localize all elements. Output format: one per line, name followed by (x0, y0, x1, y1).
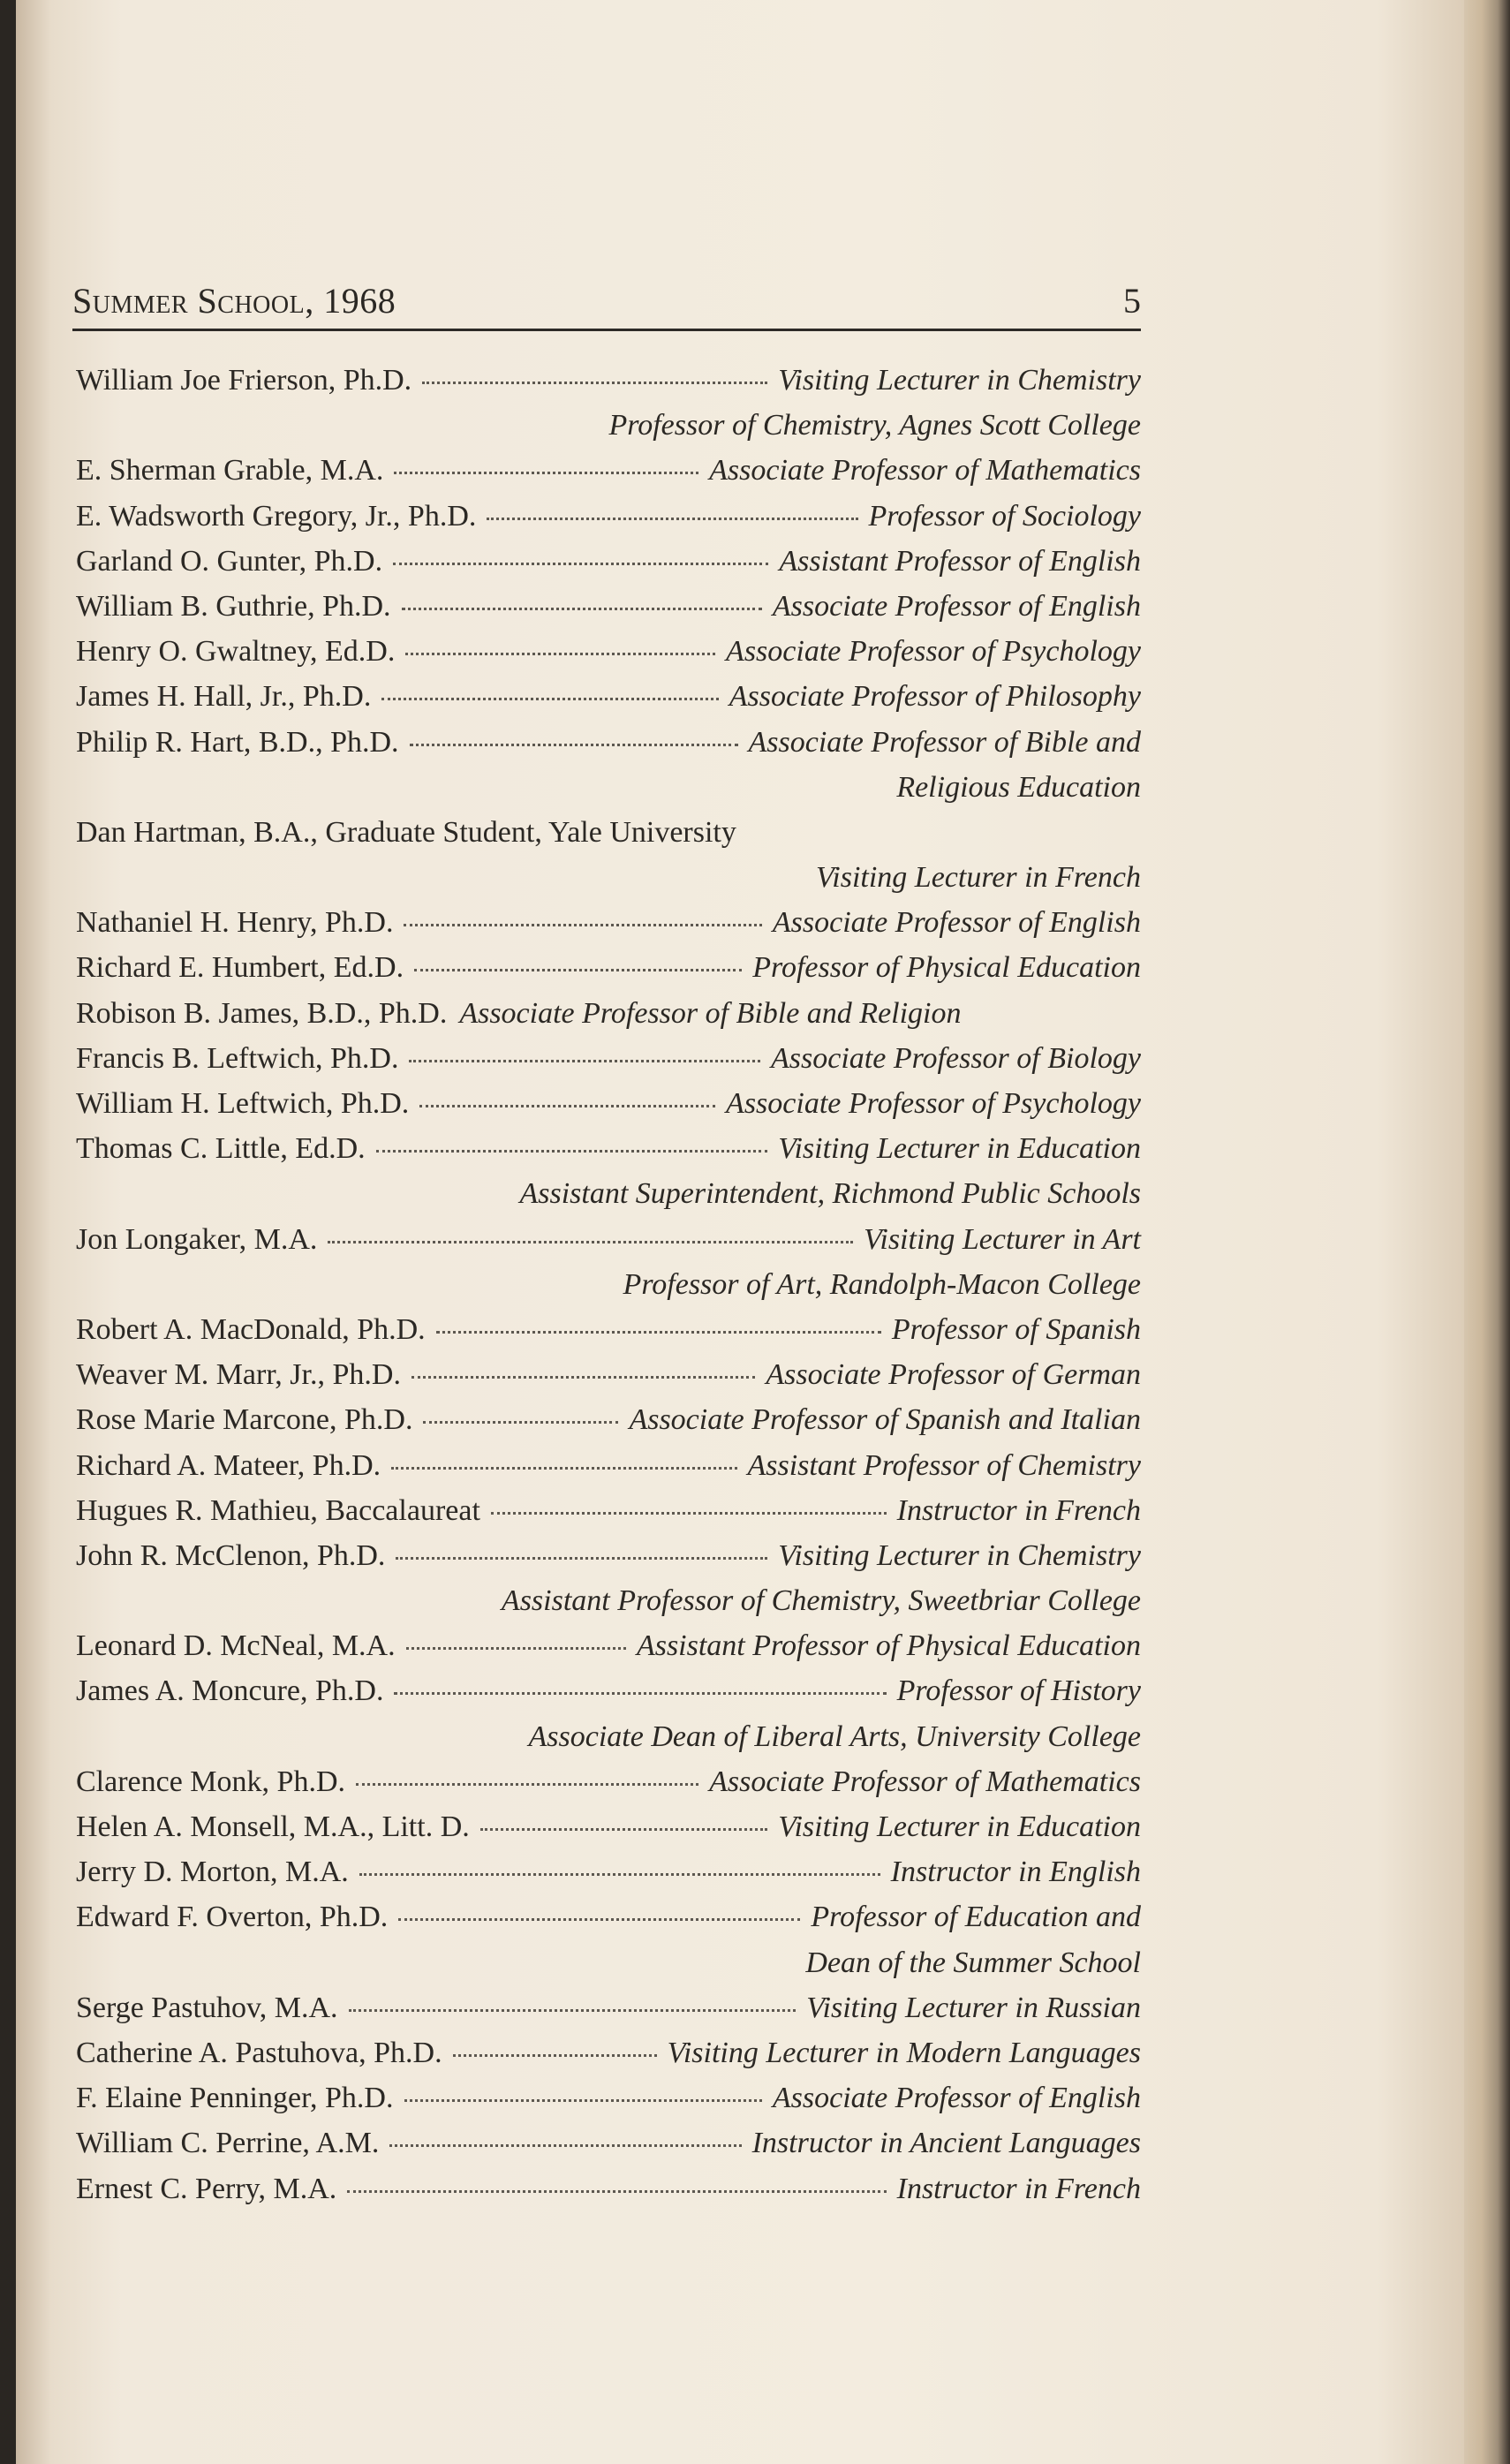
faculty-entry (76, 816, 1141, 906)
faculty-entry (76, 1358, 1141, 1403)
faculty-title: Visiting Lecturer in Education (778, 1810, 1141, 1843)
faculty-entry (76, 1132, 1141, 1222)
faculty-title: Instructor in Ancient Languages (751, 2127, 1141, 2160)
faculty-name: Robert A. MacDonald, Ph.D. (76, 1312, 426, 1346)
faculty-entry (76, 454, 1141, 499)
faculty-title: Instructor in French (896, 2172, 1141, 2205)
faculty-title: Visiting Lecturer in Chemistry (778, 1538, 1141, 1572)
running-title: Summer School, 1968 (72, 281, 396, 321)
faculty-entry (76, 997, 1141, 1042)
dot-leader (453, 2054, 657, 2057)
faculty-name: Francis B. Leftwich, Ph.D. (76, 1041, 399, 1075)
faculty-entry (76, 906, 1141, 951)
faculty-entry (76, 1494, 1141, 1539)
dot-leader (423, 1421, 618, 1424)
faculty-entry (76, 1403, 1141, 1448)
faculty-name: John R. McClenon, Ph.D. (76, 1538, 386, 1572)
faculty-affiliation: Assistant Professor of Chemistry, Sweetbriar College (501, 1584, 1141, 1618)
faculty-title: Associate Professor of English (772, 589, 1141, 623)
faculty-entry (76, 2173, 1141, 2218)
dot-leader (402, 608, 762, 610)
faculty-title: Professor of Physical Education (752, 951, 1141, 985)
faculty-affiliation: Dean of the Summer School (805, 1946, 1141, 1979)
dot-leader (491, 1512, 887, 1515)
faculty-title: Visiting Lecturer in Education (778, 1132, 1141, 1166)
faculty-entry (76, 1629, 1141, 1674)
faculty-name: Garland O. Gunter, Ph.D. (76, 544, 383, 578)
faculty-title: Professor of Education and (811, 1901, 1141, 1934)
faculty-affiliation: Religious Education (896, 770, 1141, 804)
faculty-name: Jerry D. Morton, M.A. (76, 1856, 349, 1889)
faculty-entry (76, 2082, 1141, 2127)
dot-leader (393, 563, 768, 565)
faculty-name: James A. Moncure, Ph.D. (76, 1674, 384, 1708)
faculty-title: Professor of Sociology (868, 499, 1141, 533)
faculty-affiliation: Visiting Lecturer in French (816, 861, 1141, 895)
dot-leader (376, 1150, 768, 1153)
faculty-name: Richard A. Mateer, Ph.D. (76, 1448, 381, 1482)
dot-leader (356, 1783, 698, 1786)
faculty-affiliation: Professor of Art, Randolph-Macon College (623, 1267, 1141, 1301)
faculty-title: Assistant Professor of Chemistry (747, 1448, 1141, 1482)
faculty-title: Visiting Lecturer in Art (864, 1222, 1141, 1256)
faculty-entry (76, 1223, 1141, 1313)
faculty-entry (76, 1765, 1141, 1810)
faculty-affiliation: Professor of Chemistry, Agnes Scott College (608, 409, 1141, 442)
dot-leader (391, 1467, 736, 1470)
faculty-title: Associate Professor of English (772, 2082, 1141, 2115)
faculty-entry (76, 545, 1141, 590)
faculty-title: Professor of Spanish (891, 1312, 1141, 1346)
dot-leader (414, 969, 742, 971)
faculty-entry (76, 364, 1141, 454)
faculty-title: Associate Professor of German (766, 1358, 1141, 1392)
faculty-name: Clarence Monk, Ph.D. (76, 1765, 346, 1798)
dot-leader (396, 1557, 767, 1560)
faculty-entry (76, 590, 1141, 635)
faculty-name: E. Wadsworth Gregory, Jr., Ph.D. (76, 499, 477, 533)
faculty-name: Edward F. Overton, Ph.D. (76, 1901, 389, 1934)
faculty-entry (76, 1856, 1141, 1901)
faculty-name: William H. Leftwich, Ph.D. (76, 1087, 410, 1120)
faculty-title: Visiting Lecturer in Modern Languages (667, 2036, 1141, 2069)
page-number: 5 (1123, 281, 1141, 321)
faculty-title: Associate Professor of English (772, 906, 1141, 940)
faculty-name: Helen A. Monsell, M.A., Litt. D. (76, 1810, 470, 1843)
faculty-title: Professor of History (896, 1674, 1141, 1708)
faculty-title: Instructor in French (896, 1493, 1141, 1527)
dot-leader (410, 744, 738, 746)
faculty-affiliation: Associate Dean of Liberal Arts, University College (528, 1720, 1141, 1753)
faculty-entry (76, 726, 1141, 816)
dot-leader (394, 1692, 886, 1695)
faculty-entry (76, 1313, 1141, 1358)
faculty-title: Associate Professor of Bible and Religion (459, 996, 962, 1030)
faculty-title: Assistant Professor of Physical Education (636, 1629, 1141, 1663)
faculty-name: William C. Perrine, A.M. (76, 2127, 380, 2160)
faculty-name: Catherine A. Pastuhova, Ph.D. (76, 2036, 442, 2069)
dot-leader (394, 472, 698, 474)
page-edge (1464, 0, 1510, 2464)
faculty-name: Nathaniel H. Henry, Ph.D. (76, 906, 394, 940)
faculty-title: Visiting Lecturer in Russian (806, 1991, 1141, 2024)
faculty-name: Philip R. Hart, B.D., Ph.D. (76, 725, 399, 759)
faculty-title: Associate Professor of Psychology (726, 635, 1141, 669)
faculty-name: F. Elaine Penninger, Ph.D. (76, 2082, 394, 2115)
faculty-name: Henry O. Gwaltney, Ed.D. (76, 635, 396, 669)
dot-leader (422, 382, 767, 384)
faculty-entry (76, 1449, 1141, 1494)
faculty-title: Associate Professor of Biology (771, 1041, 1141, 1075)
running-header (72, 274, 1141, 331)
faculty-entry (76, 1087, 1141, 1132)
faculty-title: Associate Professor of Psychology (726, 1087, 1141, 1120)
faculty-entry (76, 635, 1141, 680)
faculty-entry (76, 1042, 1141, 1087)
faculty-affiliation: Assistant Superintendent, Richmond Public Schools (519, 1177, 1141, 1211)
faculty-name: Hugues R. Mathieu, Baccalaureat (76, 1493, 480, 1527)
faculty-entry (76, 951, 1141, 996)
faculty-title: Associate Professor of Philosophy (729, 680, 1141, 714)
faculty-entry (76, 500, 1141, 545)
faculty-name: Jon Longaker, M.A. (76, 1222, 318, 1256)
faculty-entry (76, 1539, 1141, 1629)
faculty-name: Thomas C. Little, Ed.D. (76, 1132, 366, 1166)
faculty-name: Dan Hartman, B.A., Graduate Student, Yale University (76, 815, 736, 849)
dot-leader (436, 1331, 881, 1334)
dot-leader (405, 653, 715, 655)
faculty-entry (76, 1674, 1141, 1765)
faculty-title: Associate Professor of Mathematics (709, 454, 1141, 488)
dot-leader (404, 924, 761, 926)
dot-leader (406, 1647, 626, 1650)
faculty-name: E. Sherman Grable, M.A. (76, 454, 384, 488)
faculty-name: Leonard D. McNeal, M.A. (76, 1629, 396, 1663)
dot-leader (409, 1060, 760, 1062)
dot-leader (389, 2144, 741, 2147)
faculty-title: Associate Professor of Spanish and Italian (629, 1403, 1141, 1437)
dot-leader (411, 1376, 755, 1379)
dot-leader (359, 1873, 880, 1876)
faculty-list (76, 364, 1141, 2218)
dot-leader (487, 518, 857, 520)
dot-leader (328, 1241, 853, 1243)
faculty-name: William B. Guthrie, Ph.D. (76, 589, 391, 623)
dot-leader (480, 1828, 767, 1831)
faculty-entry (76, 2127, 1141, 2172)
dot-leader (398, 1918, 800, 1921)
faculty-entry (76, 1810, 1141, 1856)
faculty-name: Serge Pastuhov, M.A. (76, 1991, 338, 2024)
dot-leader (347, 2190, 886, 2193)
faculty-title: Visiting Lecturer in Chemistry (778, 364, 1141, 397)
faculty-entry (76, 2037, 1141, 2082)
faculty-name: James H. Hall, Jr., Ph.D. (76, 680, 372, 714)
dot-leader (419, 1105, 715, 1107)
faculty-name: Rose Marie Marcone, Ph.D. (76, 1403, 413, 1437)
faculty-entry (76, 680, 1141, 725)
faculty-name: Weaver M. Marr, Jr., Ph.D. (76, 1358, 401, 1392)
faculty-title: Assistant Professor of English (779, 544, 1141, 578)
faculty-name: Richard E. Humbert, Ed.D. (76, 951, 404, 985)
dot-leader (404, 2099, 762, 2102)
faculty-title: Associate Professor of Mathematics (709, 1765, 1141, 1798)
faculty-title: Associate Professor of Bible and (748, 725, 1141, 759)
faculty-name: Robison B. James, B.D., Ph.D. (76, 996, 448, 1030)
dot-leader (381, 698, 718, 700)
faculty-entry (76, 1992, 1141, 2037)
dot-leader (349, 2009, 797, 2012)
faculty-name: William Joe Frierson, Ph.D. (76, 364, 412, 397)
faculty-name: Ernest C. Perry, M.A. (76, 2172, 337, 2205)
faculty-title: Instructor in English (890, 1856, 1141, 1889)
faculty-entry (76, 1901, 1141, 1991)
